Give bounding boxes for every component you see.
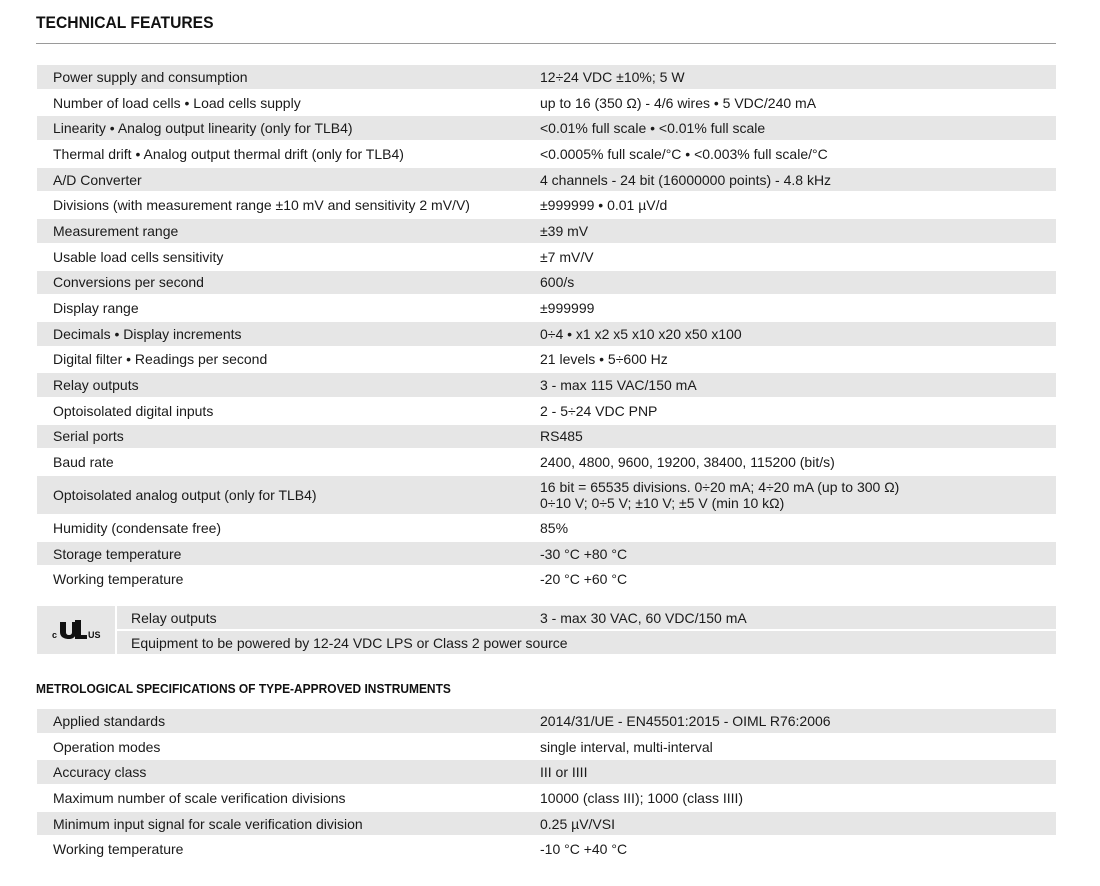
spec-value <box>524 479 1056 511</box>
spec-parameter: Measurement range <box>53 222 179 239</box>
spec-row <box>37 425 1056 449</box>
ul-logo-cell <box>37 606 115 654</box>
spec-value <box>524 520 1056 536</box>
spec-parameter: Usable load cells sensitivity <box>53 248 224 265</box>
spec-value <box>524 403 1056 419</box>
ul-relay-label: Relay outputs <box>131 609 217 626</box>
spec-row <box>37 709 1056 733</box>
spec-value-line: 10000 (class III); 1000 (class IIII) <box>540 789 744 806</box>
spec-value-line: ±7 mV/V <box>540 248 594 265</box>
ul-logo-c: c <box>52 630 58 640</box>
spec-parameter: Applied standards <box>53 712 166 729</box>
spec-value <box>524 326 1056 342</box>
spec-value <box>524 223 1056 239</box>
spec-row <box>37 786 1056 810</box>
ul-certification-block <box>37 606 1056 654</box>
spec-row <box>37 168 1056 192</box>
spec-row <box>37 65 1056 89</box>
spec-row <box>37 476 1056 514</box>
spec-value-line: ±39 mV <box>540 222 589 239</box>
spec-value-line: 12÷24 VDC ±10%; 5 W <box>540 68 685 85</box>
spec-parameter: Relay outputs <box>53 377 139 394</box>
spec-value-line: ±999999 • 0.01 µV/d <box>540 197 668 214</box>
ul-power-note: Equipment to be powered by 12-24 VDC LPS or Class 2 power source <box>131 634 568 651</box>
spec-value <box>524 95 1056 111</box>
spec-row <box>37 567 1056 591</box>
spec-value <box>524 454 1056 470</box>
spec-parameter: Conversions per second <box>53 274 204 291</box>
spec-value <box>524 739 1056 755</box>
spec-value-line: 0÷4 • x1 x2 x5 x10 x20 x50 x100 <box>540 325 742 342</box>
spec-value-line: up to 16 (350 Ω) - 4/6 wires • 5 VDC/240 mA <box>540 94 817 111</box>
spec-parameter: Power supply and consumption <box>53 68 248 85</box>
spec-value <box>524 571 1056 587</box>
technical-features-table <box>37 65 1056 593</box>
spec-value-line: 16 bit = 65535 divisions. 0÷20 mA; 4÷20 mA (up to 300 Ω) <box>540 479 900 495</box>
spec-row <box>37 322 1056 346</box>
spec-parameter: Digital filter • Readings per second <box>53 351 268 368</box>
spec-value <box>524 274 1056 290</box>
spec-parameter: Minimum input signal for scale verification division <box>53 815 363 832</box>
spec-row <box>37 373 1056 397</box>
spec-value-line: -20 °C +60 °C <box>540 571 628 588</box>
spec-row <box>37 219 1056 243</box>
spec-value <box>524 197 1056 213</box>
spec-value-line: 2400, 4800, 9600, 19200, 38400, 115200 (bit/s) <box>540 454 835 471</box>
spec-value <box>524 120 1056 136</box>
spec-row <box>37 296 1056 320</box>
spec-row <box>37 516 1056 540</box>
ul-listed-logo-icon <box>51 619 103 641</box>
spec-parameter: Decimals • Display increments <box>53 325 242 342</box>
spec-value-line: 600/s <box>540 274 575 291</box>
spec-parameter: Display range <box>53 300 139 317</box>
spec-row <box>37 116 1056 140</box>
spec-parameter: A/D Converter <box>53 171 142 188</box>
spec-row <box>37 450 1056 474</box>
spec-parameter: Number of load cells • Load cells supply <box>53 94 301 111</box>
spec-parameter: Optoisolated digital inputs <box>53 402 214 419</box>
spec-value-line: 3 - max 115 VAC/150 mA <box>540 377 697 394</box>
spec-row <box>37 760 1056 784</box>
spec-value-line: ±999999 <box>540 300 595 317</box>
spec-parameter: Divisions (with measurement range ±10 mV and sensitivity 2 mV/V) <box>53 197 470 214</box>
spec-parameter: Working temperature <box>53 841 184 858</box>
spec-value <box>524 172 1056 188</box>
spec-parameter: Humidity (condensate free) <box>53 519 222 536</box>
spec-value <box>524 146 1056 162</box>
spec-value-line: 2014/31/UE - EN45501:2015 - OIML R76:2006 <box>540 712 831 729</box>
metrological-specifications-heading: METROLOGICAL SPECIFICATIONS OF TYPE-APPROVED INSTRUMENTS <box>36 681 451 696</box>
ul-logo-us: US <box>88 630 101 640</box>
spec-value-line: <0.0005% full scale/°C • <0.003% full scale/°C <box>540 145 828 162</box>
spec-value-line: 0÷10 V; 0÷5 V; ±10 V; ±5 V (min 10 kΩ) <box>540 495 785 511</box>
spec-value <box>524 428 1056 444</box>
spec-value <box>524 300 1056 316</box>
spec-value-line: RS485 <box>540 428 583 445</box>
spec-parameter: Operation modes <box>53 738 161 755</box>
spec-value <box>524 249 1056 265</box>
spec-value <box>524 546 1056 562</box>
spec-value <box>524 713 1056 729</box>
spec-row <box>37 837 1056 861</box>
spec-value-line: <0.01% full scale • <0.01% full scale <box>540 120 766 137</box>
spec-row <box>37 542 1056 566</box>
spec-value <box>524 790 1056 806</box>
spec-value-line: III or IIII <box>540 764 588 781</box>
spec-parameter: Thermal drift • Analog output thermal drift (only for TLB4) <box>53 145 404 162</box>
spec-parameter: Optoisolated analog output (only for TLB4) <box>53 487 317 503</box>
spec-value-line: -30 °C +80 °C <box>540 545 628 562</box>
spec-value <box>524 69 1056 85</box>
ul-relay-value: 3 - max 30 VAC, 60 VDC/150 mA <box>540 609 747 626</box>
spec-value-line: 21 levels • 5÷600 Hz <box>540 351 668 368</box>
spec-value <box>524 841 1056 857</box>
spec-value <box>524 764 1056 780</box>
spec-parameter: Serial ports <box>53 428 124 445</box>
ul-relay-row <box>117 606 1056 629</box>
spec-value <box>524 351 1056 367</box>
spec-parameter: Maximum number of scale verification divisions <box>53 789 346 806</box>
spec-row <box>37 142 1056 166</box>
spec-parameter: Working temperature <box>53 571 184 588</box>
spec-value-line: single interval, multi-interval <box>540 738 713 755</box>
spec-row <box>37 812 1056 836</box>
spec-value-line: 4 channels - 24 bit (16000000 points) - 4.8 kHz <box>540 171 832 188</box>
spec-parameter: Baud rate <box>53 454 114 471</box>
metrological-specifications-table <box>37 709 1056 863</box>
technical-features-heading: TECHNICAL FEATURES <box>36 13 214 32</box>
spec-parameter: Storage temperature <box>53 545 182 562</box>
heading-divider <box>36 43 1056 44</box>
spec-value <box>524 377 1056 393</box>
spec-row <box>37 91 1056 115</box>
spec-row <box>37 735 1056 759</box>
ul-power-row <box>117 631 1056 654</box>
ul-logo-mark <box>60 620 87 639</box>
spec-value <box>524 816 1056 832</box>
spec-row <box>37 399 1056 423</box>
spec-row <box>37 348 1056 372</box>
spec-row <box>37 193 1056 217</box>
spec-value-line: 85% <box>540 519 569 536</box>
spec-parameter: Linearity • Analog output linearity (only for TLB4) <box>53 120 353 137</box>
spec-parameter: Accuracy class <box>53 764 147 781</box>
spec-row <box>37 245 1056 269</box>
spec-value-line: 0.25 µV/VSI <box>540 815 615 832</box>
spec-row <box>37 271 1056 295</box>
spec-value-line: 2 - 5÷24 VDC PNP <box>540 402 658 419</box>
spec-value-line: -10 °C +40 °C <box>540 841 628 858</box>
